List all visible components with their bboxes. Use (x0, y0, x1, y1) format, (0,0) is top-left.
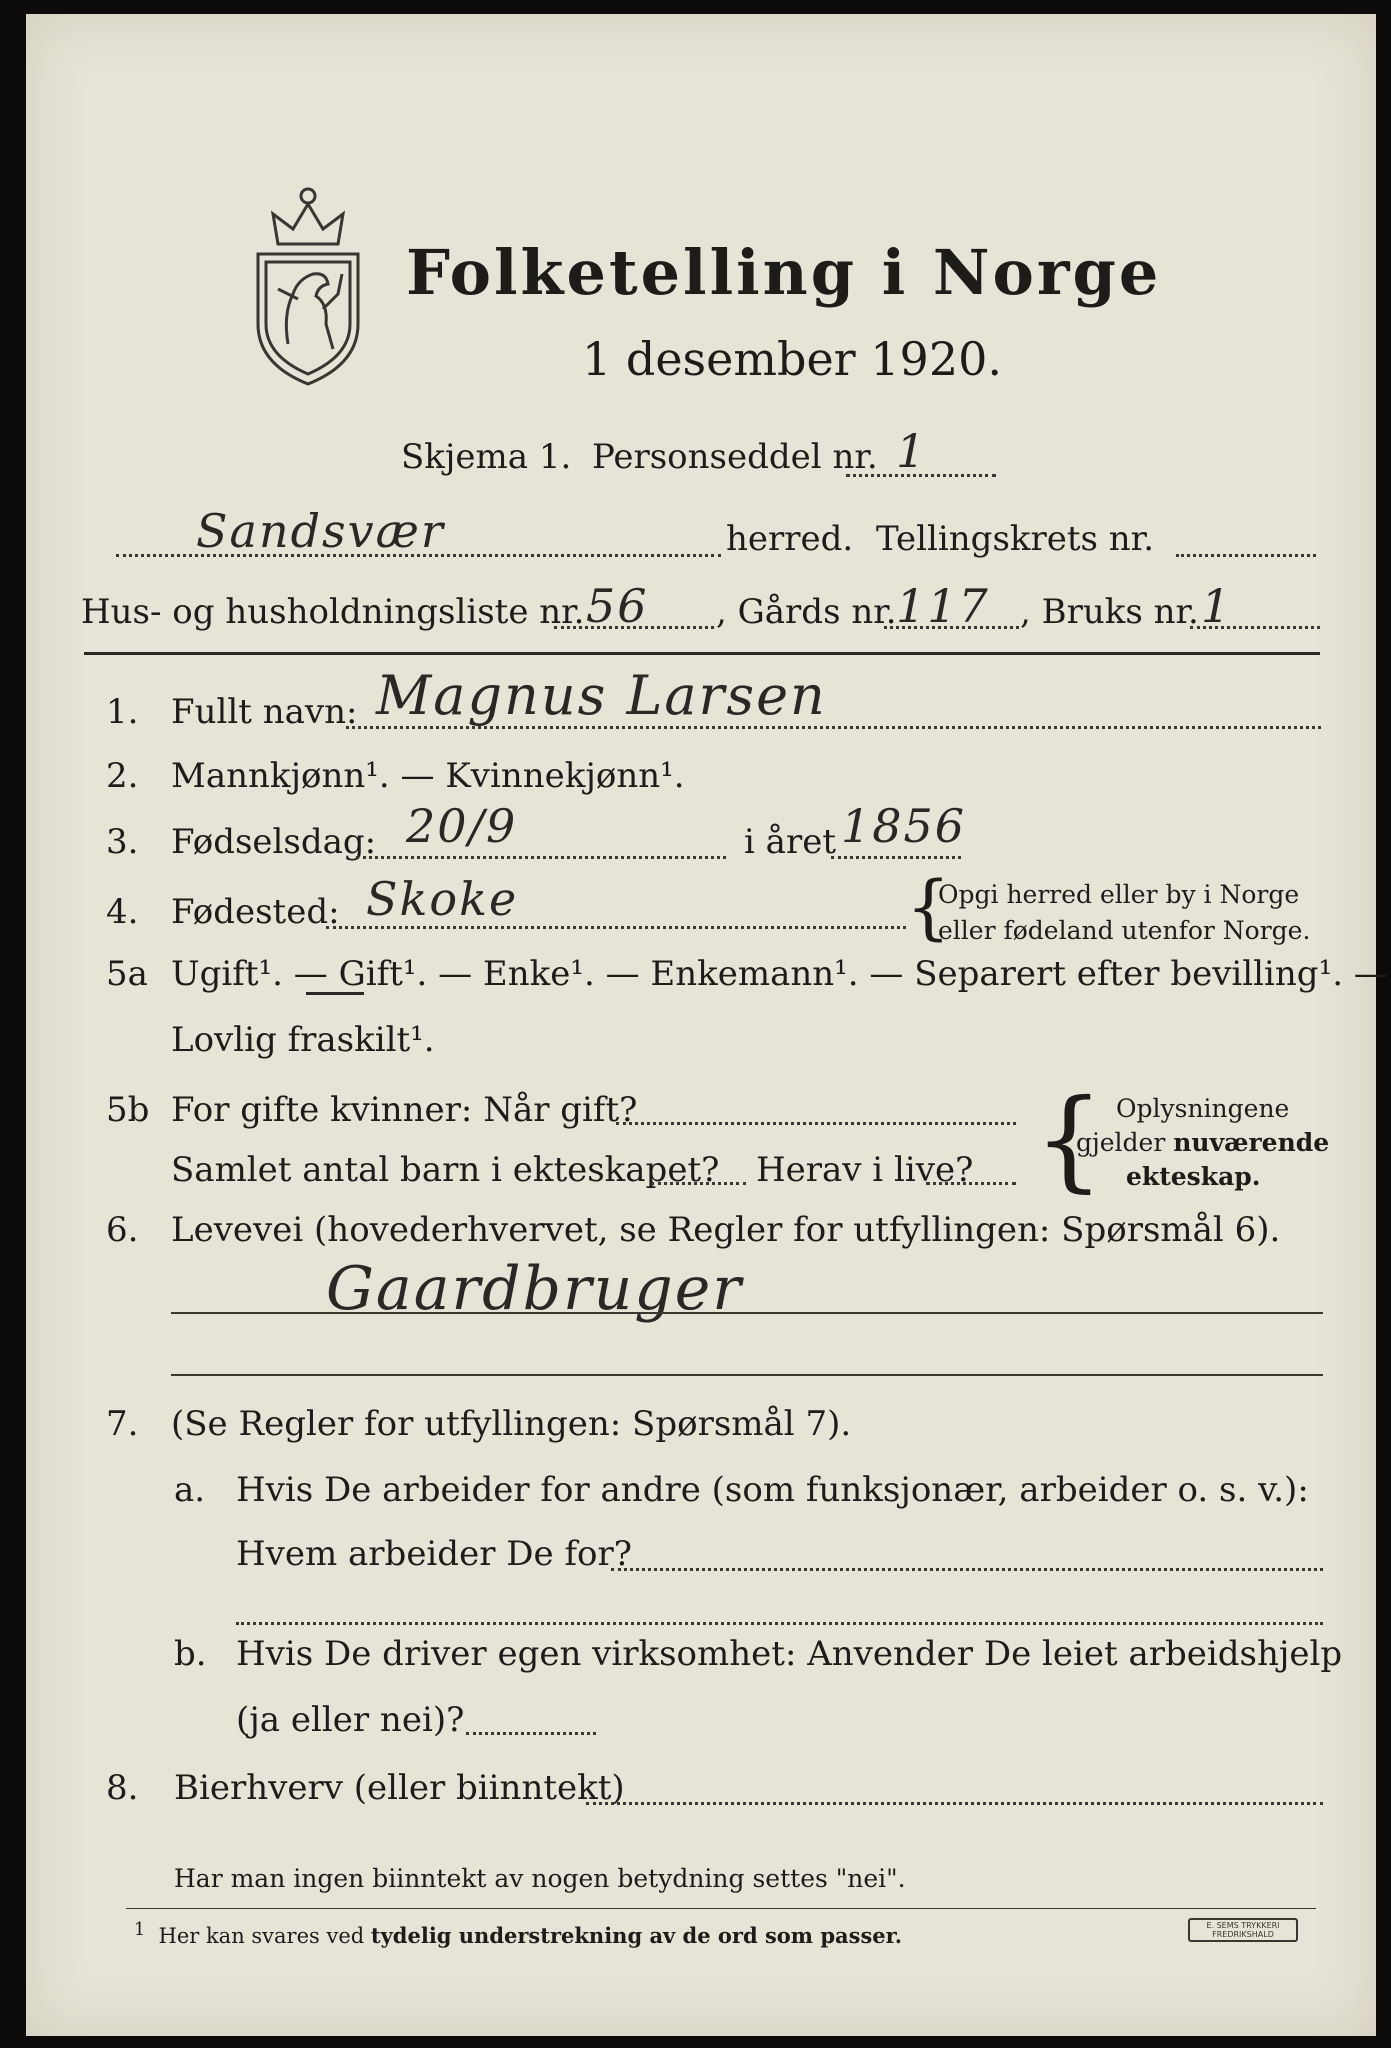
norway-coat-of-arms-icon (238, 174, 378, 389)
q4-note-2: eller fødeland utenfor Norge. (938, 916, 1311, 945)
footer-note: Har man ingen biinntekt av nogen betydning settes "nei". (174, 1864, 906, 1893)
q5a-text: Ugift¹. — Gift¹. — Enke¹. — Enkemann¹. — Separert efter bevilling¹. — (171, 954, 1388, 994)
q3-number: 3. (106, 822, 139, 862)
q5a-gift-underline (306, 992, 364, 995)
q3-line (356, 856, 726, 859)
herred-value[interactable]: Sandsvær (196, 504, 445, 558)
q6-text: Levevei (hovederhvervet, se Regler for utfyllingen: Spørsmål 6). (171, 1210, 1281, 1250)
printer-stamp: E. SEMS TRYKKERI FREDRIKSHALD (1188, 1918, 1298, 1942)
hus-value[interactable]: 56 (586, 579, 649, 633)
q5a-number: 5a (106, 954, 148, 994)
schema-label: Skjema 1. (401, 437, 572, 477)
q5b-note-2: gjelder nuværende (1076, 1128, 1330, 1157)
q7b-text2: (ja eller nei)? (236, 1700, 465, 1740)
q7a-text2: Hvem arbeider De for? (236, 1534, 632, 1574)
q6-value[interactable]: Gaardbruger (326, 1254, 743, 1324)
q5b-number: 5b (106, 1090, 150, 1130)
q5a-text2: Lovlig fraskilt¹. (171, 1020, 435, 1060)
q4-brace: { (906, 866, 951, 948)
q8-number: 8. (106, 1768, 139, 1808)
census-date: 1 desember 1920. (582, 332, 1002, 386)
q7b-text: Hvis De driver egen virksomhet: Anvender De leiet arbeidshjelp (236, 1634, 1343, 1674)
header-divider (84, 652, 1320, 655)
gards-label: , Gårds nr. (716, 592, 897, 632)
bruks-label: , Bruks nr. (1020, 592, 1199, 632)
q4-line (326, 926, 906, 929)
q7a-text: Hvis De arbeider for andre (som funksjonær, arbeider o. s. v.): (236, 1470, 1309, 1510)
q5b-brace: { (1034, 1075, 1104, 1203)
q6-line-2 (171, 1374, 1323, 1376)
tellingskrets-label: Tellingskrets nr. (876, 519, 1155, 559)
census-form-sheet (26, 14, 1388, 2036)
q3-value[interactable]: 20/9 (406, 799, 518, 853)
q6-line-1 (171, 1312, 1323, 1314)
q1-number: 1. (106, 692, 139, 732)
q7b-line (466, 1732, 596, 1735)
q7a-number: a. (174, 1470, 206, 1510)
q5b-married-line (616, 1122, 1016, 1125)
q8-text: Bierhverv (eller biinntekt) (174, 1768, 625, 1808)
q5b-alive-line (926, 1182, 1016, 1185)
q7-text: (Se Regler for utfyllingen: Spørsmål 7). (171, 1404, 852, 1444)
q4-value[interactable]: Skoke (366, 872, 519, 926)
q5b-note-3: ekteskap. (1126, 1162, 1261, 1191)
q4-label: Fødested: (171, 892, 340, 932)
q1-value[interactable]: Magnus Larsen (376, 664, 827, 727)
q6-number: 6. (106, 1210, 139, 1250)
hus-label: Hus- og husholdningsliste nr. (81, 592, 585, 632)
q3-year-label: i året (744, 822, 836, 862)
q4-note-1: Opgi herred eller by i Norge (938, 880, 1300, 909)
q7-number: 7. (106, 1404, 139, 1444)
q7a-line-1 (611, 1568, 1323, 1571)
q4-number: 4. (106, 892, 139, 932)
q5b-label3: Herav i live? (756, 1150, 974, 1190)
footnote: $^1$ Her kan svares ved tydelig understrekning av de ord som passer. (134, 1920, 903, 1948)
q2-text: Mannkjønn¹. — Kvinnekjønn¹. (171, 756, 685, 796)
q7b-number: b. (174, 1634, 207, 1674)
personseddel-label: Personseddel nr. (592, 437, 878, 477)
bruks-value[interactable]: 1 (1201, 579, 1233, 633)
q5b-label1: For gifte kvinner: Når gift? (171, 1090, 638, 1130)
q3-label: Fødselsdag: (171, 822, 377, 862)
q8-line (586, 1802, 1323, 1805)
footer-divider (126, 1908, 1316, 1909)
q3-year-value[interactable]: 1856 (841, 799, 967, 853)
gards-value[interactable]: 117 (896, 579, 990, 633)
herred-label: herred. (726, 519, 854, 559)
q5b-note-1: Oplysningene (1116, 1094, 1290, 1123)
form-title: Folketelling i Norge (406, 236, 1162, 309)
tellingskrets-line (1176, 554, 1316, 557)
q7a-line-2 (236, 1622, 1323, 1625)
q5b-label2: Samlet antal barn i ekteskapet? (171, 1150, 720, 1190)
q2-number: 2. (106, 756, 139, 796)
q1-label: Fullt navn: (171, 692, 358, 732)
personseddel-value[interactable]: 1 (896, 424, 928, 478)
q5b-children-line (651, 1182, 746, 1185)
q3-year-line (831, 856, 961, 859)
